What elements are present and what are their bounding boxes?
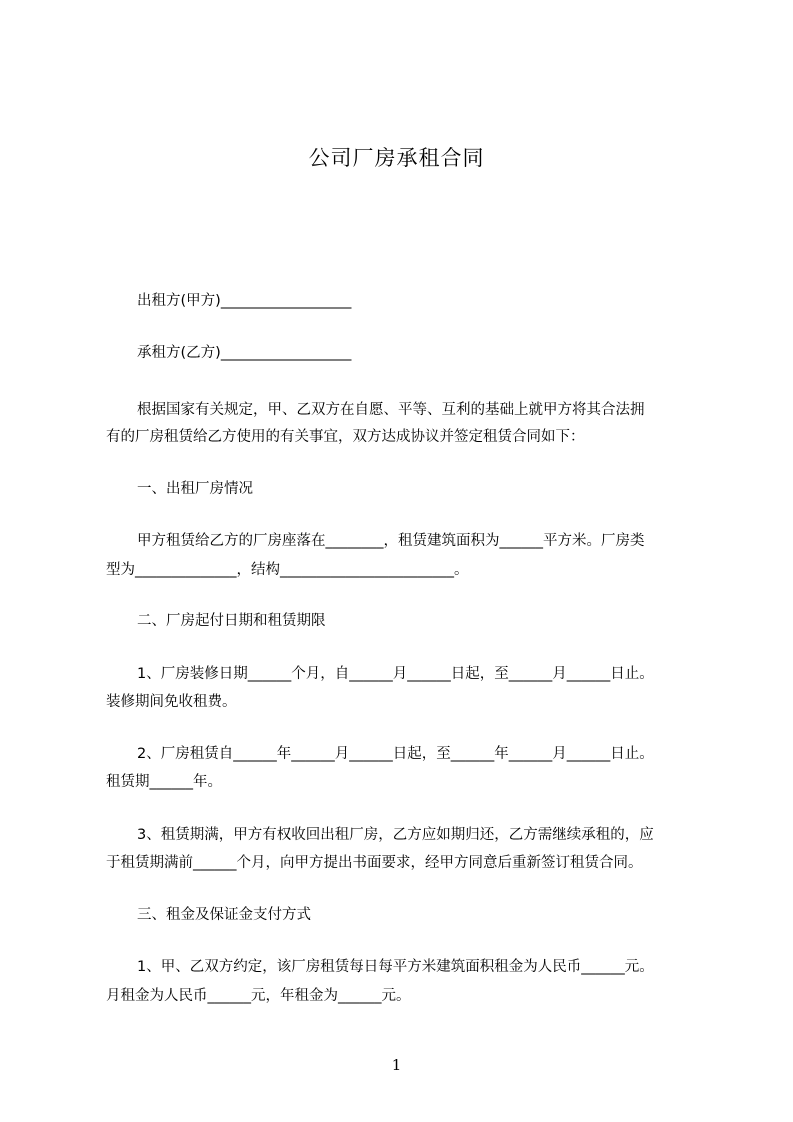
page-title: 公司厂房承租合同 bbox=[308, 146, 485, 170]
section-heading: 一、出租厂房情况 bbox=[137, 481, 253, 497]
lessor-line: 出租方(甲方)__________________ bbox=[137, 293, 352, 309]
paragraph-line: 1、厂房装修日期______个月，自______月______日起，至______月______日止。 bbox=[137, 666, 654, 682]
section-heading: 二、厂房起付日期和租赁期限 bbox=[137, 613, 326, 629]
paragraph-line: 2、厂房租赁自______年______月______日起，至______年______月______日止。 bbox=[137, 746, 654, 762]
lessee-line: 承租方(乙方)__________________ bbox=[137, 345, 352, 361]
intro-line: 有的厂房租赁给乙方使用的有关事宜，双方达成协议并签定租赁合同如下： bbox=[106, 429, 585, 445]
paragraph-line: 装修期间免收租费。 bbox=[106, 694, 237, 710]
section-heading: 三、租金及保证金支付方式 bbox=[137, 907, 311, 923]
paragraph-line: 型为______________，结构________________________。 bbox=[106, 562, 469, 578]
page-number: 1 bbox=[391, 1056, 402, 1074]
paragraph-line: 于租赁期满前______个月，向甲方提出书面要求，经甲方同意后重新签订租赁合同。 bbox=[106, 855, 643, 871]
intro-line: 根据国家有关规定，甲、乙双方在自愿、平等、互利的基础上就甲方将其合法拥 bbox=[137, 402, 645, 418]
paragraph-line: 租赁期______年。 bbox=[106, 774, 222, 790]
paragraph-line: 3、租赁期满，甲方有权收回出租厂房，乙方应如期归还，乙方需继续承租的，应 bbox=[137, 827, 654, 843]
paragraph-line: 1、甲、乙双方约定，该厂房租赁每日每平方米建筑面积租金为人民币______元。 bbox=[137, 959, 654, 975]
paragraph-line: 甲方租赁给乙方的厂房座落在________，租赁建筑面积为______平方米。厂房类 bbox=[137, 533, 645, 549]
paragraph-line: 月租金为人民币______元，年租金为______元。 bbox=[106, 988, 411, 1004]
